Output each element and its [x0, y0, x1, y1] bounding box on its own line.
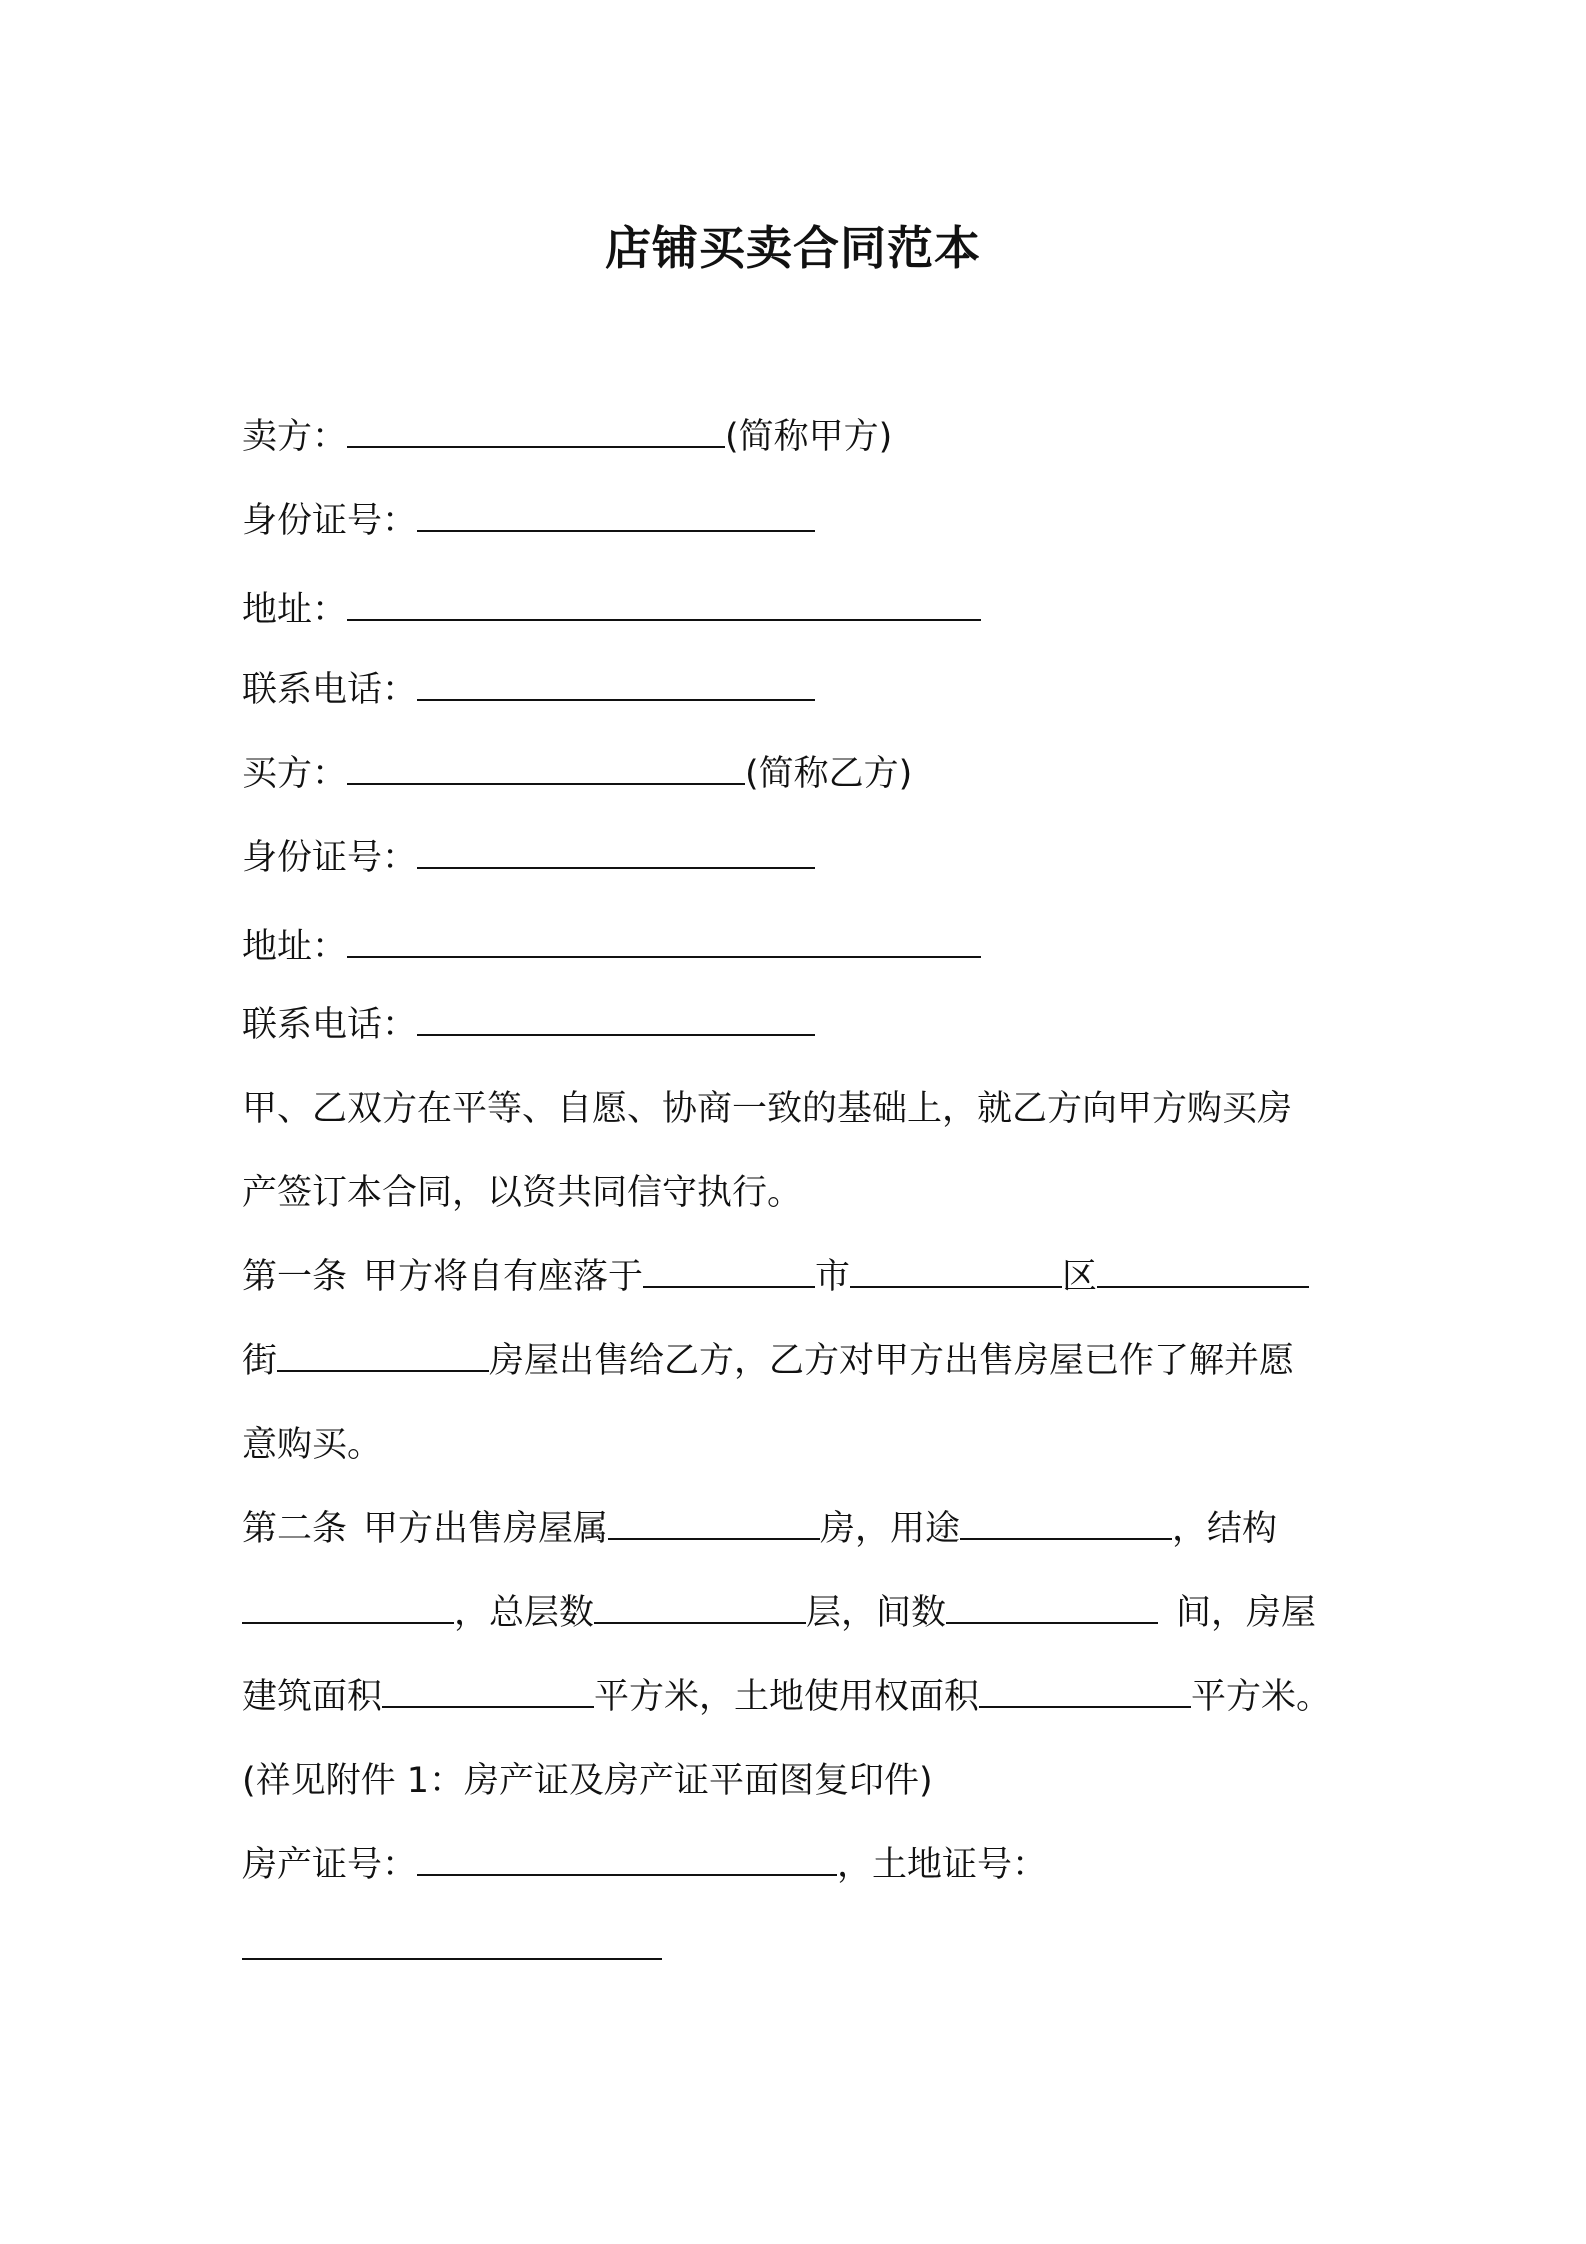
buyer-id-blank — [417, 835, 815, 869]
buyer-address-line — [242, 923, 981, 971]
seller-id-blank — [417, 498, 815, 532]
street-number-blank — [277, 1338, 489, 1372]
buyer-phone-line — [242, 1001, 815, 1049]
rooms-blank — [946, 1590, 1158, 1624]
property-cert-blank — [417, 1842, 837, 1876]
article-2-line-5 — [242, 1841, 1047, 1889]
seller-phone-line — [242, 666, 815, 714]
usage-label: 房，用途 — [820, 1509, 961, 1549]
seller-phone-label: 联系电话： — [242, 670, 418, 710]
article-2-line-6 — [242, 1925, 662, 1973]
district-blank — [850, 1254, 1062, 1288]
city-blank — [643, 1254, 815, 1288]
rooms-suffix: 间，房屋 — [1176, 1593, 1317, 1633]
article-2-text: 甲方出售房屋属 — [363, 1509, 609, 1549]
property-cert-label: 房产证号： — [242, 1845, 418, 1885]
land-cert-blank — [242, 1926, 662, 1960]
seller-suffix: (简称甲方) — [725, 417, 893, 457]
seller-address-blank — [347, 587, 981, 621]
article-1-line-3: 意购买。 — [242, 1425, 383, 1465]
seller-phone-blank — [417, 667, 815, 701]
structure-blank — [242, 1590, 454, 1624]
buyer-phone-label: 联系电话： — [242, 1005, 418, 1045]
article-1-text: 甲方将自有座落于 — [363, 1257, 644, 1297]
seller-id-label: 身份证号： — [242, 501, 418, 541]
buyer-suffix: (简称乙方) — [745, 754, 913, 794]
buyer-address-blank — [347, 924, 981, 958]
article-1-text-2: 房屋出售给乙方，乙方对甲方出售房屋已作了解并愿 — [489, 1341, 1295, 1381]
buyer-phone-blank — [417, 1002, 815, 1036]
buyer-id-label: 身份证号： — [242, 838, 418, 878]
seller-line — [242, 413, 892, 461]
floors-blank — [594, 1590, 806, 1624]
article-2-line-1 — [242, 1505, 1277, 1553]
land-cert-label: ，土地证号： — [837, 1845, 1048, 1885]
article-2-line-2 — [242, 1589, 1316, 1637]
seller-id-line — [242, 497, 815, 545]
street-label: 街 — [242, 1341, 278, 1381]
land-area-unit: 平方米。 — [1191, 1677, 1332, 1717]
buyer-address-label: 地址： — [242, 927, 348, 967]
article-2-line-3 — [242, 1673, 1331, 1721]
usage-blank — [960, 1506, 1172, 1540]
article-1-line-1 — [242, 1253, 1309, 1301]
building-area-label: 建筑面积 — [242, 1677, 383, 1717]
buyer-label: 买方： — [242, 754, 348, 794]
buyer-name-blank — [347, 751, 745, 785]
document-title: 店铺买卖合同范本 — [605, 221, 981, 275]
intro-line-2: 产签订本合同，以资共同信守执行。 — [242, 1173, 803, 1213]
article-2-line-4: (祥见附件 1：房产证及房产证平面图复印件) — [242, 1761, 933, 1801]
district-label: 区 — [1062, 1257, 1098, 1297]
article-1-line-2 — [242, 1337, 1294, 1385]
house-type-blank — [608, 1506, 820, 1540]
rooms-label: 层，间数 — [806, 1593, 947, 1633]
article-2-label: 第二条 — [242, 1509, 348, 1549]
city-label: 市 — [815, 1257, 851, 1297]
intro-line-1: 甲、乙双方在平等、自愿、协商一致的基础上，就乙方向甲方购买房 — [242, 1089, 1293, 1129]
seller-address-line — [242, 586, 981, 634]
land-area-blank — [979, 1674, 1191, 1708]
street-blank — [1097, 1254, 1309, 1288]
seller-label: 卖方： — [242, 417, 348, 457]
land-area-label: 平方米，土地使用权面积 — [594, 1677, 980, 1717]
seller-address-label: 地址： — [242, 590, 348, 630]
article-1-label: 第一条 — [242, 1257, 348, 1297]
seller-name-blank — [347, 414, 725, 448]
floors-label: ，总层数 — [454, 1593, 595, 1633]
buyer-line — [242, 750, 912, 798]
building-area-blank — [382, 1674, 594, 1708]
buyer-id-line — [242, 834, 815, 882]
structure-label: ，结构 — [1172, 1509, 1278, 1549]
